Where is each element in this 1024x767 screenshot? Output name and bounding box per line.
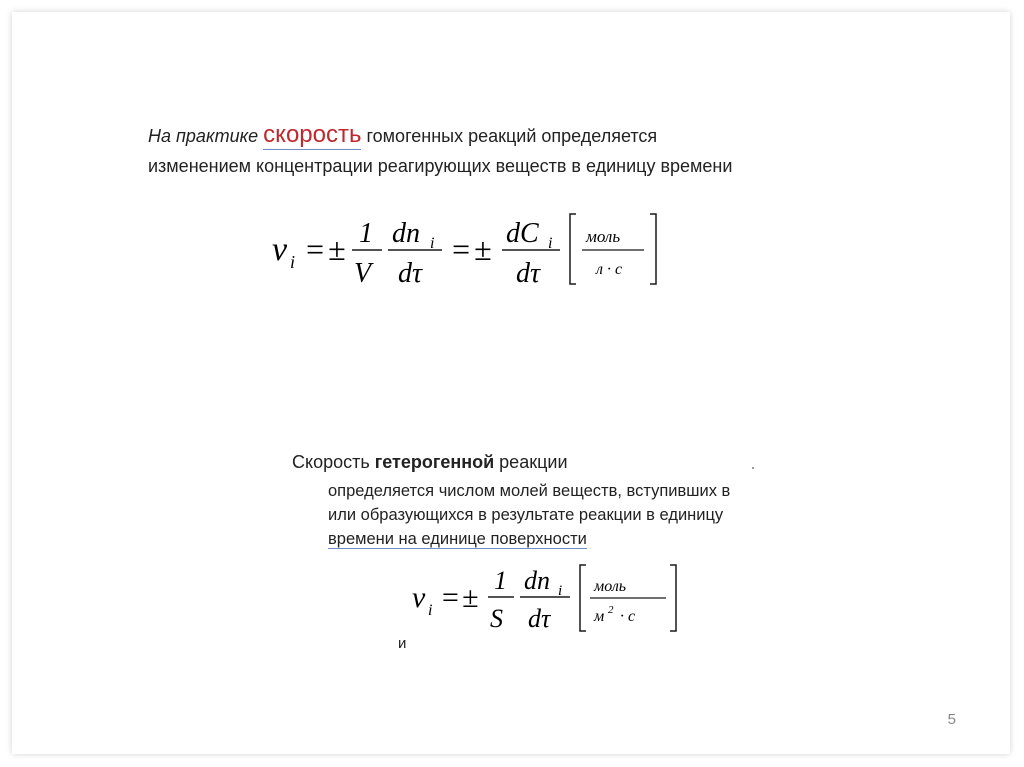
formula2-dtau: dτ — [528, 604, 551, 633]
formula2-eq: = — [440, 581, 461, 614]
slide — [12, 12, 1010, 754]
formula-heterogeneous-svg — [404, 557, 684, 637]
formula2-bracket-right — [670, 565, 676, 631]
para2-line2: или образующихся в результате реакции в единицу — [328, 506, 724, 524]
formula1-pm: ± — [328, 231, 346, 267]
head-bold: гетерогенной — [374, 452, 495, 472]
heterogeneous-paragraph — [328, 479, 838, 551]
formula2-num-1: 1 — [494, 566, 507, 595]
formula1-dn: dn — [392, 218, 420, 249]
head-pre: Скорость — [292, 452, 370, 472]
lead-text: На практике — [148, 126, 259, 146]
line1-rest: гомогенных реакций определяется — [366, 126, 658, 146]
heterogeneous-heading — [292, 452, 568, 473]
formula2-unit-den-m: м — [594, 608, 605, 625]
formula-homogeneous — [264, 208, 684, 288]
homogeneous-rate-paragraph — [148, 120, 868, 181]
stray-dot — [752, 467, 754, 469]
formula2-dn: dn — [524, 566, 550, 595]
formula-homogeneous-svg — [264, 208, 684, 288]
formula1-sub-i: i — [290, 252, 296, 272]
formula1-unit-den: л · с — [596, 261, 623, 278]
formula1-dC-sub-i: i — [548, 235, 553, 252]
para2-line3: времени на единице поверхности — [328, 530, 587, 548]
formula1-eq2: = — [450, 231, 472, 267]
formula1-bracket-left — [570, 214, 576, 284]
formula2-den-S: S — [490, 604, 503, 633]
formula2-unit-num: моль — [594, 578, 627, 595]
head-post: реакции — [499, 452, 568, 472]
formula1-unit-num: моль — [586, 227, 621, 246]
formula2-sub-i: i — [428, 602, 433, 619]
para2-line1: определяется числом молей веществ, вступивших в — [328, 482, 731, 500]
formula2-pm: ± — [462, 581, 479, 614]
formula1-den-V: V — [354, 258, 372, 288]
formula1-dn-sub-i: i — [430, 235, 435, 252]
formula1-num-1: 1 — [359, 218, 373, 249]
line2: изменением концентрации реагирующих веществ в единицу времени — [148, 156, 733, 176]
formula2-v: v — [412, 581, 426, 614]
page-number: 5 — [947, 711, 956, 728]
formula2-dn-sub-i: i — [558, 583, 563, 599]
formula2-bracket-left — [580, 565, 586, 631]
formula2-unit-den-exp: 2 — [608, 604, 614, 616]
formula1-pm2: ± — [474, 231, 492, 267]
formula-heterogeneous — [404, 557, 684, 637]
formula1-dtau: dτ — [398, 258, 423, 288]
formula1-eq: = — [304, 231, 326, 267]
formula1-bracket-right — [650, 214, 656, 284]
formula1-v: v — [272, 231, 288, 268]
formula2-unit-den-rest: · с — [620, 608, 636, 625]
and-label: и — [398, 635, 407, 652]
keyword-rate: скорость — [263, 121, 362, 148]
formula1-dC: dC — [506, 218, 539, 249]
formula1-dtau2: dτ — [516, 258, 541, 288]
